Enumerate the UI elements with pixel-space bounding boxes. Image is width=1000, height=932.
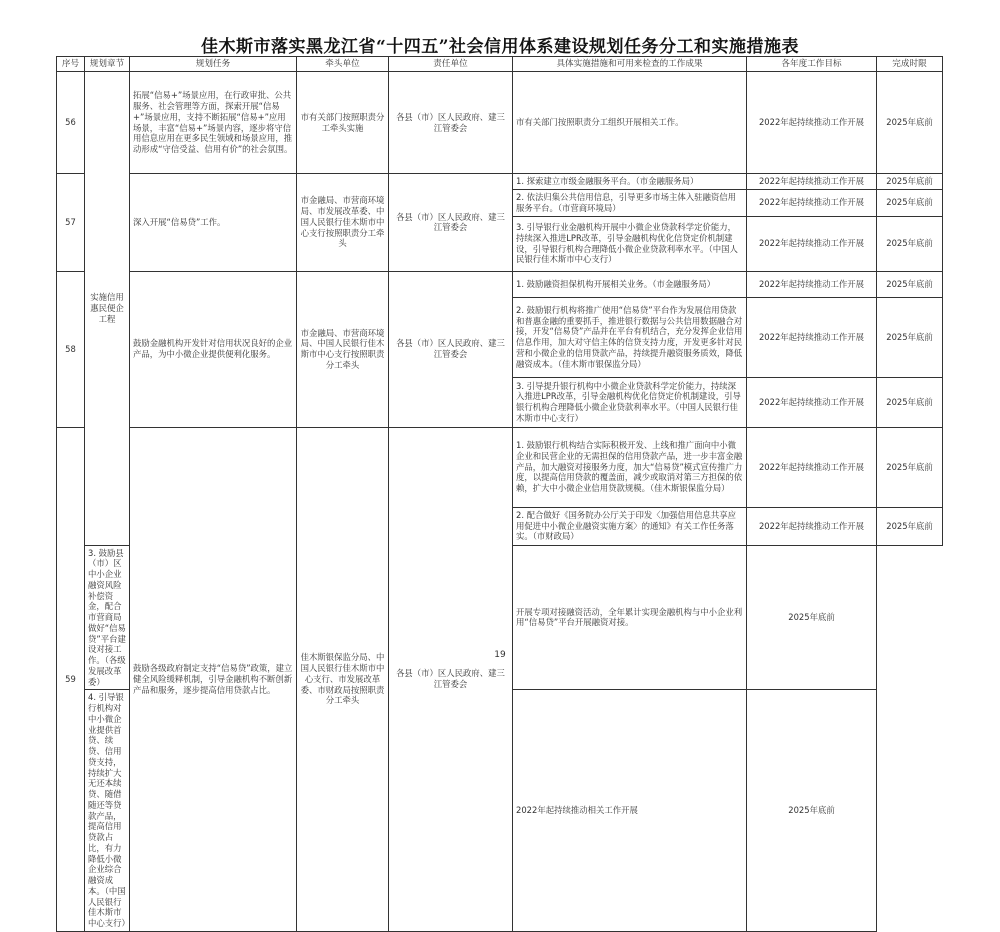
- goal-cell: 2022年起持续推动相关工作开展: [513, 690, 747, 932]
- deadline-cell: 2025年底前: [877, 216, 943, 271]
- measure-cell: 3. 引导提升银行机构中小微企业贷款科学定价能力，持续深入推进LPR改革，引导金融机构优化信贷定价机制建设，引导银行机构合理降低小微企业贷款利率水平。（中国人民银行佳木斯市中心支行）: [513, 377, 747, 427]
- row-number: 59: [57, 427, 85, 931]
- lead-unit-cell: 市金融局、市营商环境局、市发展改革委、中国人民银行佳木斯市中心支行按照职责分工牵头: [297, 174, 389, 272]
- header-seq: 序号: [57, 57, 85, 72]
- page-number: 19: [494, 650, 506, 660]
- table-row: [57, 174, 943, 190]
- goal-cell: 2022年起持续推动工作开展: [747, 174, 877, 190]
- measure-cell: 1. 鼓励银行机构结合实际积极开发、上线和推广面向中小微企业和民营企业的无需担保的信用贷款产品，进一步丰富金融产品，加大融资对接服务力度，加大“信易贷”模式宣传推广力度，以提高信用贷款的覆盖面，减少或取消对第三方担保的依赖，扩大中小微企业信用贷款规模。（佳木斯银保监分局）: [513, 427, 747, 507]
- deadline-cell: 2025年底前: [747, 545, 877, 690]
- row-number: 56: [57, 72, 85, 174]
- deadline-cell: 2025年底前: [877, 297, 943, 377]
- deadline-cell: 2025年底前: [877, 190, 943, 217]
- goal-cell: 开展专项对接融资活动，全年累计实现金融机构与中小企业利用“信易贷”平台开展融资对接。: [513, 545, 747, 690]
- table-row: [57, 427, 943, 507]
- task-cell: 拓展“信易+”场景应用，在行政审批、公共服务、社会管理等方面，探索开展“信易+”场景应用，支持不断拓展“信易+”应用场景，丰富“信易+”场景内容，逐步将守信用信息应用在更多民生领域和场景应用，推动形成“守信受益、信用有价”的社会氛围。: [130, 72, 297, 174]
- deadline-cell: 2025年底前: [747, 690, 877, 932]
- measure-cell: 2. 鼓励银行机构将推广使用“信易贷”平台作为发展信用贷款和普惠金融的重要抓手，推进银行数据与公共信用数据融合对接，开发“信易贷”产品并在平台有机结合，充分发挥企业信用信息作用，加大对守信主体的信贷支持力度，开发更多针对民营和小微企业的信用贷款产品，持续提升融资服务质效，降低融资成本。（佳木斯市银保监分局）: [513, 297, 747, 377]
- goal-cell: 2022年起持续推动工作开展: [747, 271, 877, 297]
- header-goal: 各年度工作目标: [747, 57, 877, 72]
- measure-cell: 3. 引导银行业金融机构开展中小微企业贷款科学定价能力，持续深入推进LPR改革，引导金融机构优化信贷定价机制建设，引导银行机构合理降低小微企业贷款利率水平。（中国人民银行佳木斯市中心支行）: [513, 216, 747, 271]
- deadline-cell: 2025年底前: [877, 507, 943, 545]
- header-resp: 责任单位: [389, 57, 513, 72]
- lead-unit-cell: 佳木斯银保监分局、中国人民银行佳木斯市中心支行、市发展改革委、市财政局按照职责分工牵头: [297, 427, 389, 931]
- resp-unit-cell: 各县（市）区人民政府、建三江管委会: [389, 271, 513, 427]
- deadline-cell: 2025年底前: [877, 72, 943, 174]
- resp-unit-cell: 各县（市）区人民政府、建三江管委会: [389, 427, 513, 931]
- goal-cell: 2022年起持续推动工作开展: [747, 427, 877, 507]
- measure-cell: 3. 鼓励县（市）区中小企业融资风险补偿资金，配合市营商局做好“信易贷”平台建设对接工作。（各级发展改革委）: [85, 545, 130, 690]
- row-number: 58: [57, 271, 85, 427]
- header-lead: 牵头单位: [297, 57, 389, 72]
- table-row: [57, 72, 943, 174]
- header-deadline: 完成时限: [877, 57, 943, 72]
- measure-cell: 4. 引导银行机构对中小微企业提供首贷、续贷、信用贷支持，持续扩大无还本续贷、随借随还等贷款产品，提高信用贷款占比，有力降低小微企业综合融资成本。（中国人民银行佳木斯市中心支行）: [85, 690, 130, 932]
- goal-cell: 2022年起持续推动工作开展: [747, 190, 877, 217]
- measure-cell: 1. 探索建立市级金融服务平台。（市金融服务局）: [513, 174, 747, 190]
- table-row: [57, 271, 943, 297]
- resp-unit-cell: 各县（市）区人民政府、建三江管委会: [389, 174, 513, 272]
- header-task: 规划任务: [130, 57, 297, 72]
- task-cell: 深入开展“信易贷”工作。: [130, 174, 297, 272]
- task-table: [56, 56, 943, 932]
- lead-unit-cell: 市有关部门按照职责分工牵头实施: [297, 72, 389, 174]
- lead-unit-cell: 市金融局、市营商环境局、中国人民银行佳木斯市中心支行按照职责分工牵头: [297, 271, 389, 427]
- table-header-row: [57, 57, 943, 72]
- header-measures: 具体实施措施和可用来检查的工作成果: [513, 57, 747, 72]
- resp-unit-cell: 各县（市）区人民政府、建三江管委会: [389, 72, 513, 174]
- deadline-cell: 2025年底前: [877, 174, 943, 190]
- deadline-cell: 2025年底前: [877, 377, 943, 427]
- chapter-cell: 实施信用惠民便企工程: [85, 72, 130, 546]
- deadline-cell: 2025年底前: [877, 271, 943, 297]
- goal-cell: 2022年起持续推动工作开展: [747, 297, 877, 377]
- measure-cell: 市有关部门按照职责分工组织开展相关工作。: [513, 72, 747, 174]
- measure-cell: 1. 鼓励融资担保机构开展相关业务。（市金融服务局）: [513, 271, 747, 297]
- row-number: 57: [57, 174, 85, 272]
- deadline-cell: 2025年底前: [877, 427, 943, 507]
- goal-cell: 2022年起持续推动工作开展: [747, 72, 877, 174]
- measure-cell: 2. 配合做好《国务院办公厅关于印发〈加强信用信息共享应用促进中小微企业融资实施方案〉的通知》有关工作任务落实。（市财政局）: [513, 507, 747, 545]
- document-title: 佳木斯市落实黑龙江省“十四五”社会信用体系建设规划任务分工和实施措施表: [200, 37, 800, 57]
- task-cell: 鼓励金融机构开发针对信用状况良好的企业产品，为中小微企业提供便利化服务。: [130, 271, 297, 427]
- goal-cell: 2022年起持续推动工作开展: [747, 216, 877, 271]
- task-cell: 鼓励各级政府制定支持“信易贷”政策，建立健全风险缓释机制，引导金融机构不断创新产品和服务，逐步提高信用贷款占比。: [130, 427, 297, 931]
- goal-cell: 2022年起持续推动工作开展: [747, 377, 877, 427]
- header-chapter: 规划章节: [85, 57, 130, 72]
- goal-cell: 2022年起持续推动工作开展: [747, 507, 877, 545]
- measure-cell: 2. 依法归集公共信用信息，引导更多市场主体入驻融资信用服务平台。（市营商环境局）: [513, 190, 747, 217]
